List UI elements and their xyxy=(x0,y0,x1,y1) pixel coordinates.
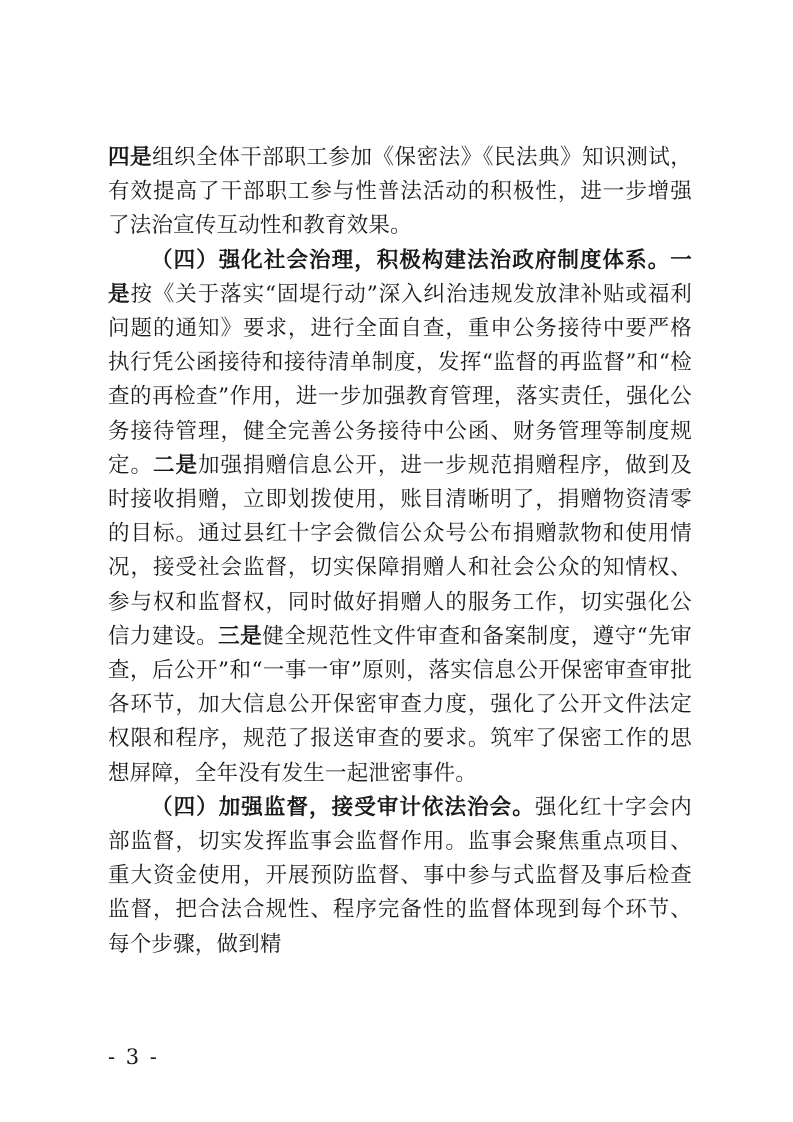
paragraph-text: 加强捐赠信息公开，进一步规范捐赠程序，做到及时接收捐赠，立即划拨使用，账目清晰明了，捐赠物资清零的目标。通过县红十字会微信公众号公布捐赠款物和使用情况，接受社会监督，切实保障捐赠人和社会公众的知情权、参与权和监督权，同时做好捐赠人的服务工作，切实强化公信力建设。 xyxy=(108,452,692,649)
document-body xyxy=(108,141,692,962)
paragraph-lead-label: 四是 xyxy=(108,145,153,170)
page-number: - 3 - xyxy=(108,1045,159,1069)
paragraph-item-four xyxy=(108,141,692,244)
paragraph-text: 健全规范性文件审查和备案制度，遵守“先审查，后公开”和“一事一审”原则，落实信息公开保密审查审批各环节，加大信息公开保密审查力度，强化了公开文件法定权限和程序，规范了报送审查的要求。筑牢了保密工作的思想屏障，全年没有发生一起泄密事件。 xyxy=(108,623,692,786)
paragraph-lead-label: 二是 xyxy=(152,452,198,478)
paragraph-text: 强化红十字会内部监督，切实发挥监事会监督作用。监事会聚焦重点项目、重大资金使用，开展预防监督、事中参与式监督及事后检查监督，把合法合规性、程序完备性的监督体现到每个环节、每个步骤，做到精 xyxy=(108,794,692,957)
paragraph-text: 组织全体干部职工参加《保密法》《民法典》知识测试，有效提高了干部职工参与性普法活动的积极性，进一步增强了法治宣传互动性和教育效果。 xyxy=(108,145,692,239)
paragraph-text: 按《关于落实“固堤行动”深入纠治违规发放津补贴或福利问题的通知》要求，进行全面自查，重申公务接待中要严格执行凭公函接待和接待清单制度，发挥“监督的再监督”和“检查的再检查”作用，进一步加强教育管理，落实责任，强化公务接待管理，健全完善公务接待中公函、财务管理等制度规定。 xyxy=(108,281,692,478)
section-social-governance xyxy=(108,244,692,791)
paragraph-lead-label: 三是 xyxy=(218,623,263,649)
section-heading: （四）加强监督，接受审计依法治会。 xyxy=(151,794,535,820)
section-heading: （四）强化社会治理，积极构建法治政府制度体系。一是 xyxy=(108,247,692,307)
section-supervision xyxy=(108,791,692,962)
